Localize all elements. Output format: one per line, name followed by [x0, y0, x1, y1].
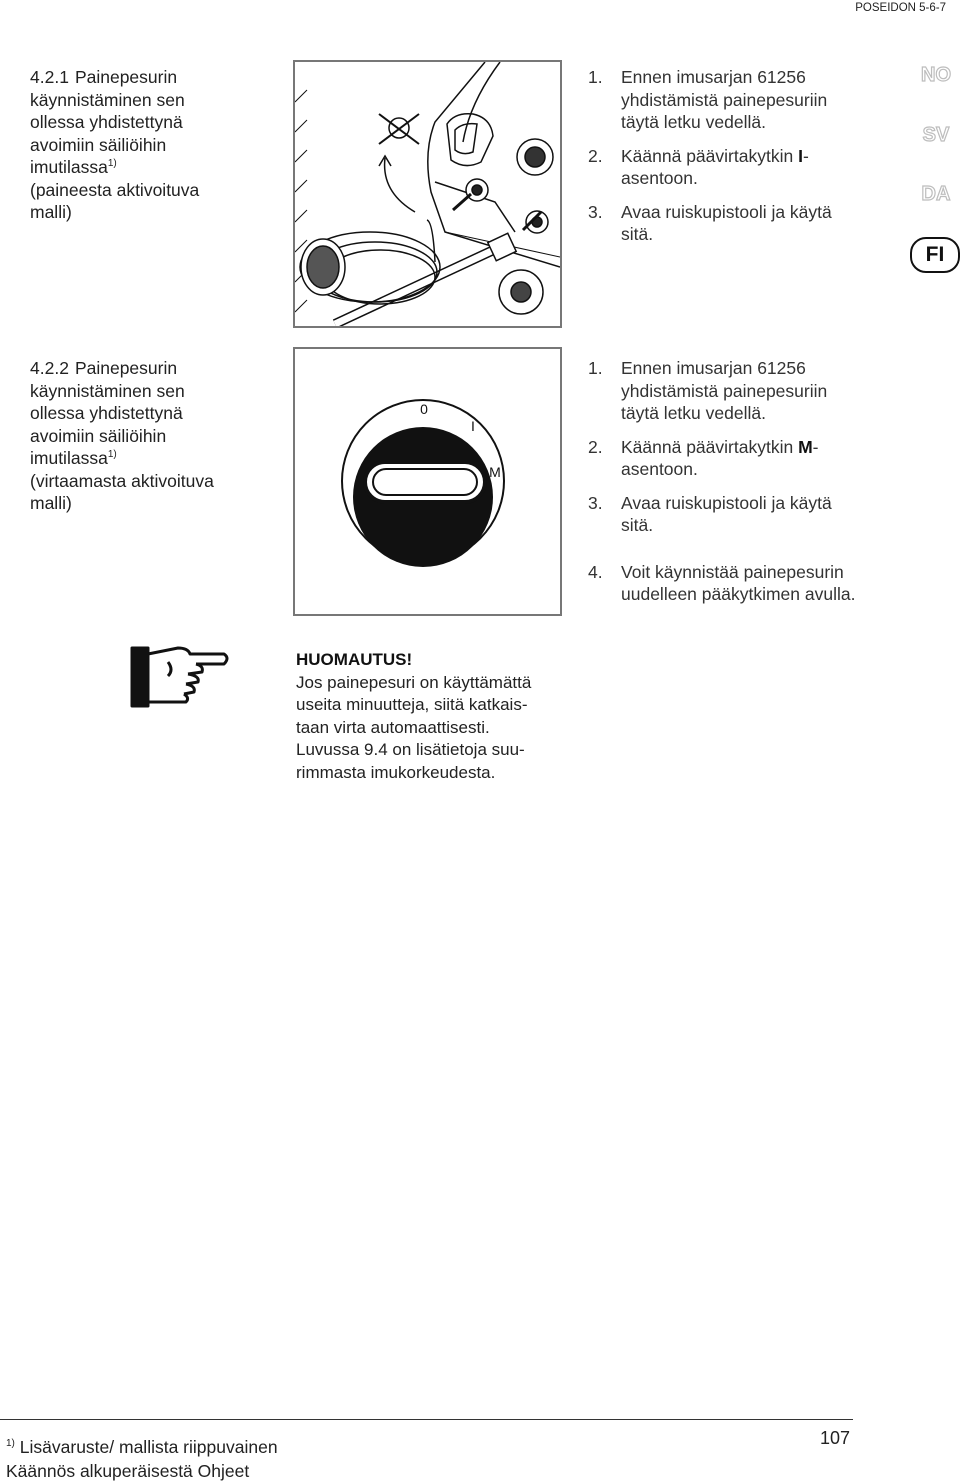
step-item: 4. Voit käynnistää painepesurin uudelleen pääkytkimen avulla.: [588, 561, 856, 604]
step-item: 3. Avaa ruiskupistooli ja käytä sitä.: [588, 201, 832, 244]
pointing-hand-icon: [128, 640, 233, 712]
section-4-2-1-title: 4.2.1 Painepesurin käynnistäminen sen ollessa yhdistettynä avoimiin säiliöihin imutilassa$^{1)}$ (paineesta aktivoituva malli): [30, 67, 200, 222]
step-item: 2. Käännä päävirtakytkin I-asentoon.: [588, 145, 809, 188]
document-title: POSEIDON 5-6-7: [855, 2, 946, 14]
note-heading: HUOMAUTUS!: [296, 650, 413, 669]
footnote-ref[interactable]: 1): [107, 449, 117, 461]
step-item: 1. Ennen imusarjan 61256 yhdistämistä painepesuriin täytä letku vedellä.: [588, 67, 828, 132]
section-number: 4.2.2: [30, 358, 69, 378]
translation-note: Käännös alkuperäisestä Ohjeet: [6, 1461, 250, 1481]
step-item: 2. Käännä päävirtakytkin M-asentoon.: [588, 436, 819, 479]
switch-label-on: I: [471, 418, 475, 434]
step-item: 1. Ennen imusarjan 61256 yhdistämistä painepesuriin täytä letku vedellä.: [588, 358, 828, 423]
switch-label-off: 0: [420, 401, 428, 417]
lang-tab-da[interactable]: DA: [921, 183, 951, 205]
switch-label-mode: M: [489, 464, 501, 480]
switch-position-m: M: [798, 436, 813, 457]
footer-divider: [0, 1419, 853, 1420]
footnote: $^{1)}$ Lisävaruste/ mallista riippuvainen: [6, 1437, 278, 1457]
note-box: HUOMAUTUS! Jos painepesuri on käyttämättä useita minuutteja, siitä katkais- taan virta automaattisesti. Luvussa 9.4 on lisätietoja suu- rimmasta imukorkeudesta.: [296, 649, 566, 784]
section-4-2-1-steps: [588, 66, 860, 257]
section-4-2-2-title: 4.2.2 Painepesurin käynnistäminen sen ollessa yhdistettynä avoimiin säiliöihin imutilassa$^{1)}$ (virtaamasta aktivoituva malli): [30, 358, 214, 513]
page-number: 107: [820, 1428, 851, 1448]
footnote-ref[interactable]: 1): [107, 158, 117, 170]
lang-tab-fi[interactable]: FI: [910, 237, 960, 273]
section-number: 4.2.1: [30, 67, 69, 87]
step-item: 3. Avaa ruiskupistooli ja käytä sitä.: [588, 492, 832, 535]
switch-position-i: I: [798, 145, 803, 166]
lang-tab-no[interactable]: NO: [921, 64, 951, 86]
pressure-washer-drawing: [295, 62, 560, 326]
lang-tab-sv[interactable]: SV: [922, 124, 950, 146]
main-switch-illustration: [293, 347, 562, 616]
section-4-2-2-steps: [588, 357, 860, 617]
suction-kit-illustration: [293, 60, 562, 328]
